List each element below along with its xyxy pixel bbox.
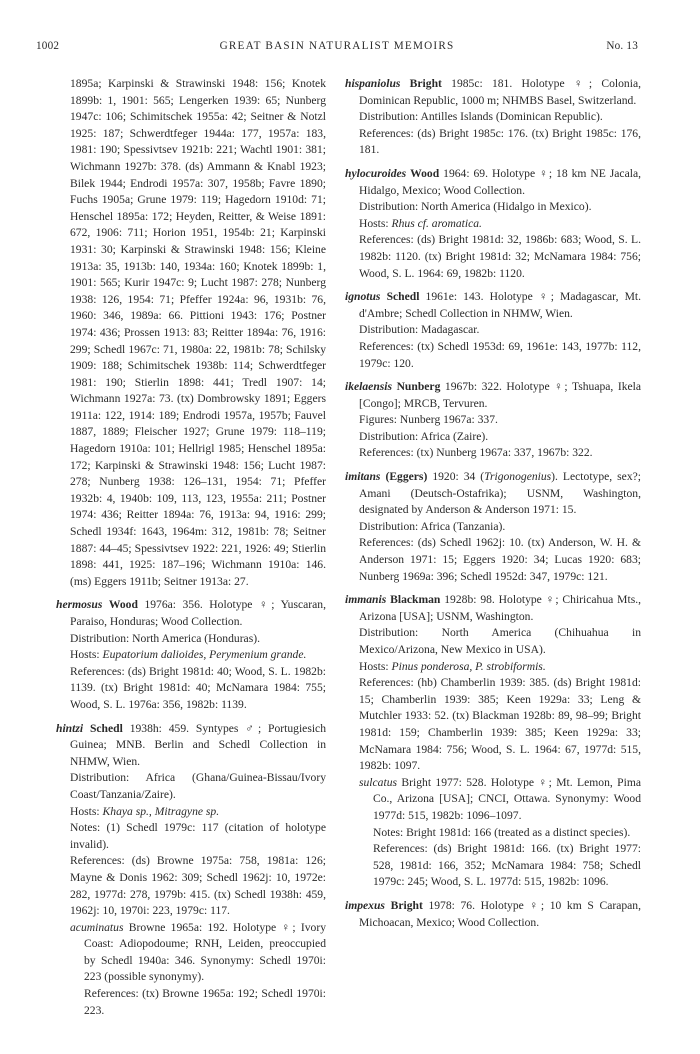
taxon-name: impexus: [345, 898, 385, 912]
references: References: (ds) Bright 1981d: 40; Wood, S. L. 1982b: 1139. (tx) Bright 1981d: 40; McNamara 1984: 755; Wood, S. L. 1976a: 356, 1982b: 1139.: [70, 664, 326, 711]
references: References: (tx) Schedl 1953d: 69, 1961e: 143, 1977b: 112, 1979c: 120.: [359, 339, 641, 370]
hosts: [345, 216, 641, 233]
type-citation: 1985c: 181. Holotype ♀; Colonia, Dominican Republic, 1000 m; NHMBS Basel, Switzerland.: [359, 77, 641, 107]
figures: Figures: Nunberg 1967a: 337.: [359, 413, 498, 427]
references: References: (ds) Schedl 1962j: 10. (tx) Anderson, W. H. & Anderson 1971: 15; Eggers 1920: 34; Lucas 1920: 683; Nunberg 1969a: 396; Schedl 1952d: 347, 1979c: 121.: [359, 536, 641, 583]
continued-entry: [56, 76, 326, 590]
taxon-name: hintzi: [56, 721, 84, 735]
continued-references: 1895a; Karpinski & Strawinski 1948: 156; Knotek 1899b: 1, 1901: 565; Lengerken 1939: 65; Nunberg 1947c: 106; Schimitschek 1955a: 42; Seitner & Notzl 1925: 187; Schwerdtfeger 1944a: 177, 1957a: 183, 1981: 190; Spessivtsev 1921b: 221; Wachtl 1901: 381; Wichmann 1927b: 378. (ds) Ammann & Knabl 1923; Bilek 1944; Endrodi 1957a: 307, 1958b; Favre 1890; Fuchs 1905a; Grune 1979: 119; Hagedorn 1910d: 71; Henschel 1895a: 172; Heyden, Reitter, & Weise 1891: 672, 1906: 711; Horion 1951, 1954b: 21; Karpinski 1931: 30; Karpinski & Strawinski 1948: 156; Kleine 1913a: 35, 1913b: 140, 1934a: 160; Knotek 1899b: 1, 1901: 565; Kurir 1947c: 9; Lucht 1987: 278; Nunberg 1938: 126, 1954: 71; Pfeffer 1924a: 96, 1931b: 76, 1960: 346, 1989a: 66. Pittioni 1943: 176; Postner 1974: 436; Prossen 1913: 83; Reitter 1894a: 76, 1916: 299; Schedl 1967c: 71, 1980a: 22, 1981b: 78; Schilsky 1909: 188; Schimitschek 1938b: 114; Schwerdtfeger 1981: 190; Stierlin 1898: 441; Tredl 1907: 14; Wichmann 1927a: 73. (tx) Dombrowsky 1891; Eggers 1911a: 122, 1914: 189; Endrodi 1957a, 1957b; Fauvel 1887, 1889; Fleischer 1927; Grune 1979: 118–119; Hagedorn 1910a: 101; Hellrigl 1985; Henschel 1895a: 172; Karpinski & Strawinski 1948: 156; Lucht 1987: 278; Nunberg 1938: 126–131, 1954: 71; Pfeffer 1932b: 4, 1940b: 109, 113, 123, 1955a: 211; Postner 1974: 436; Reitter 1894a: 76, 1913a: 94, 1916: 299; Schedl 1934f: 1643, 1964m: 312, 1981b: 78; Seitner 1887: 44–45; Spessivtsev 1922: 221, 1926: 49; Stierlin 1898: 441, 1925: 187–196; Wichmann 1910a: 146. (ms) Eggers 1911b; Seitner 1913a: 27.: [70, 77, 326, 588]
entry-hylocuroides: [345, 166, 641, 282]
references: References: (ds) Bright 1981d: 32, 1986b: 683; Wood, S. L. 1982b: 1120. (tx) Bright 1981d: 32; McNamara 1984: 756; Wood, S. L. 1964: 69, 1982b: 1120.: [359, 233, 641, 280]
taxon-author: (Eggers): [385, 470, 428, 484]
entry-hispaniolus: [345, 76, 641, 159]
original-genus: Trigonogenius: [484, 470, 552, 484]
entry-heading: [345, 469, 641, 519]
distribution: Distribution: North America (Chihuahua in Mexico/Arizona, New Mexico in USA).: [359, 626, 641, 656]
type-citation: 1961e: 143. Holotype ♀; Madagascar, Mt. d'Ambre; Schedl Collection in NHMW, Wien.: [359, 290, 641, 320]
distribution: Distribution: Africa (Zaire).: [359, 429, 489, 443]
page-number: 1002: [36, 40, 60, 52]
synonym-sulcatus: [345, 775, 641, 891]
hosts: [56, 804, 326, 821]
taxon-name: ikelaensis: [345, 380, 393, 394]
synonym-references: References: (tx) Browne 1965a: 192; Schedl 1970i: 223.: [84, 987, 326, 1017]
synonym-heading: [70, 920, 326, 986]
distribution: Distribution: Madagascar.: [359, 323, 480, 337]
entry-heading: [345, 898, 641, 931]
distribution: Distribution: Africa (Ghana/Guinea-Bissau/Ivory Coast/Tanzania/Zaire).: [70, 771, 326, 801]
running-header: [36, 40, 638, 54]
entry-heading: [345, 166, 641, 199]
taxon-name: immanis: [345, 593, 387, 607]
taxon-name: ignotus: [345, 290, 381, 304]
synonym-citation: Bright 1977: 528. Holotype ♀; Mt. Lemon, Pima Co., Arizona [USA]; CNCI, Ottawa. Synonymy: Wood 1977d: 515, 1982b: 1096–1097.: [373, 775, 641, 822]
references: References: (hb) Chamberlin 1939: 385. (ds) Bright 1981d: 15; Chamberlin 1939: 385; Keen 1929a: 33; Leng & Mutchler 1933: 52. (tx) Blackman 1928b: 89, 98–99; Bright 1981d: 159; Chamberlin 1939: 385; Keen 1929a: 33; McNamara 1984: 756; Wood, S. L. 1964: 67, 1977d: 515, 1982b: 1097.: [359, 676, 641, 773]
entry-ignotus: [345, 289, 641, 372]
right-column: [345, 76, 641, 938]
entry-heading: [345, 379, 641, 412]
synonym-citation: Browne 1965a: 192. Holotype ♀; Ivory Coast: Adiopodoume; RNH, Leiden, preoccupied by Schedl 1940a: 346. Synonymy: Schedl 1970i: 223 (possible synonymy).: [84, 920, 326, 984]
type-citation: 1978: 76. Holotype ♀; 10 km S Carapan, Michoacan, Mexico; Wood Collection.: [359, 898, 641, 929]
entry-heading: [345, 289, 641, 322]
entry-heading: [345, 76, 641, 109]
entry-hermosus: [56, 597, 326, 713]
type-citation: 1976a: 356. Holotype ♀; Yuscaran, Paraiso, Honduras; Wood Collection.: [70, 598, 326, 628]
hosts: [345, 659, 641, 676]
hosts-label: Hosts:: [359, 216, 392, 230]
references: References: (ds) Browne 1975a: 758, 1981a: 126; Mayne & Donis 1962: 309; Schedl 1962j: 10, 1972e: 282, 1977d: 278, 1979b: 415. (tx) Schedl 1938h: 459, 1962j: 10, 1970i: 223, 1979c: 117.: [70, 854, 326, 918]
host-names: Khaya sp., Mitragyne sp.: [102, 804, 220, 818]
hosts-label: Hosts:: [70, 804, 103, 818]
entry-heading: [56, 597, 326, 630]
taxon-author: Schedl: [386, 290, 420, 304]
host-names: Eupatorium dalioides, Perymenium grande.: [102, 648, 307, 662]
taxon-author: Schedl: [89, 721, 123, 735]
synonym-name: sulcatus: [359, 775, 398, 789]
taxon-author: Blackman: [390, 593, 441, 607]
type-citation: 1928b: 98. Holotype ♀; Chiricahua Mts., Arizona [USA]; USNM, Washington.: [359, 593, 641, 623]
left-column: [56, 76, 326, 1026]
notes: Notes: (1) Schedl 1979c: 117 (citation of holotype invalid).: [70, 821, 326, 851]
entry-hintzi: [56, 721, 326, 1020]
entry-heading: [56, 721, 326, 771]
taxon-name: imitans: [345, 470, 381, 484]
taxon-author: Wood: [108, 598, 138, 612]
synonym-heading: [359, 775, 641, 825]
taxon-author: Bright: [409, 77, 442, 90]
host-names: Rhus cf. aromatica.: [391, 216, 482, 230]
host-names: Pinus ponderosa, P. strobiformis.: [391, 659, 546, 673]
synonym-references: References: (ds) Bright 1981d: 166. (tx) Bright 1977: 528, 1981d: 166, 352; McNamara 1984: 758; Schedl 1979c: 245; Wood, S. L. 1977d: 515, 1982b: 1096.: [373, 842, 641, 889]
journal-title: GREAT BASIN NATURALIST MEMOIRS: [219, 40, 455, 52]
distribution: Distribution: North America (Hidalgo in Mexico).: [359, 200, 592, 214]
hosts-label: Hosts:: [70, 648, 103, 662]
entry-immanis: [345, 592, 641, 891]
distribution: Distribution: Africa (Tanzania).: [359, 519, 506, 533]
type-citation: 1967b: 322. Holotype ♀; Tshuapa, Ikela [Congo]; MRCB, Tervuren.: [359, 380, 641, 410]
taxon-author: Nunberg: [396, 380, 441, 394]
taxon-author: Bright: [390, 898, 423, 912]
entry-impexus: [345, 898, 641, 931]
entry-ikelaensis: [345, 379, 641, 462]
references: References: (tx) Nunberg 1967a: 337, 1967b: 322.: [359, 446, 593, 460]
type-citation: 1964: 69. Holotype ♀; 18 km NE Jacala, Hidalgo, Mexico; Wood Collection.: [359, 166, 641, 197]
distribution: Distribution: Antilles Islands (Dominican Republic).: [359, 110, 603, 124]
hosts: [56, 647, 326, 664]
type-citation: 1920: 34 (: [432, 470, 485, 484]
type-citation-cont: ). Lectotype, sex?; Amani (Deutsch-Ostafrika); USNM, Washington, designated by Anderson & Anderson 1971: 15.: [359, 470, 641, 517]
distribution: Distribution: North America (Honduras).: [70, 631, 260, 645]
issue-number: No. 13: [606, 40, 638, 52]
taxon-name: hermosus: [56, 598, 103, 612]
references: References: (ds) Bright 1985c: 176. (tx) Bright 1985c: 176, 181.: [359, 126, 641, 157]
synonym-notes: Notes: Bright 1981d: 166 (treated as a distinct species).: [373, 825, 631, 839]
taxon-name: hispaniolus: [345, 77, 401, 90]
hosts-label: Hosts:: [359, 659, 392, 673]
synonym-name: acuminatus: [70, 920, 124, 934]
entry-imitans: [345, 469, 641, 585]
taxon-author: Wood: [410, 166, 440, 180]
type-citation: 1938h: 459. Syntypes ♂; Portugiesich Guinea; MNB. Berlin and Schedl Collection in NHMW, Wien.: [70, 721, 327, 768]
synonym-acuminatus: [56, 920, 326, 1020]
taxon-name: hylocuroides: [345, 166, 407, 180]
entry-heading: [345, 592, 641, 625]
